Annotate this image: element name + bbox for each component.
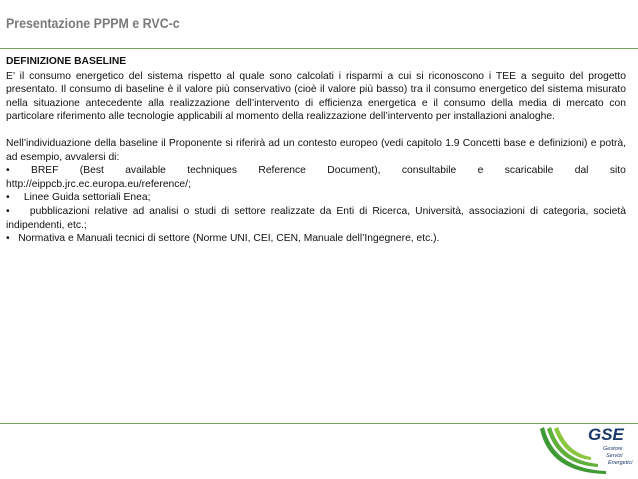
bref-word: sito bbox=[609, 165, 626, 177]
bref-word: dal bbox=[574, 165, 589, 177]
bullet-text: pubblicazioni relative ad analisi o studi di settore realizzate da Enti di Ricerca, Università, associazioni di categoria, società indipendenti, etc.; bbox=[6, 205, 627, 231]
bref-url: http://eippcb.jrc.ec.europa.eu/reference/; bbox=[6, 178, 191, 190]
bref-word: techniques bbox=[187, 165, 238, 177]
bullet-item-bref bbox=[6, 164, 626, 191]
bullet-marker: • bbox=[6, 192, 10, 204]
logo-wordmark: GSE bbox=[588, 425, 624, 444]
bref-word: e bbox=[477, 165, 484, 177]
bref-word: scaricabile bbox=[504, 165, 554, 177]
logo-line2: Servizi bbox=[606, 453, 623, 459]
bullet-item-pubblicazioni bbox=[6, 205, 626, 232]
gse-logo bbox=[536, 421, 636, 477]
bref-word: Document), bbox=[327, 165, 381, 177]
section-heading: DEFINIZIONE BASELINE bbox=[6, 56, 127, 67]
bullet-text: Normativa e Manuali tecnici di settore (Norme UNI, CEI, CEN, Manuale dell’Ingegnere, etc.). bbox=[18, 233, 440, 245]
bullet-marker: • bbox=[6, 165, 10, 177]
bref-word: consultabile bbox=[401, 165, 457, 177]
baseline-sources-intro: Nell’individuazione della baseline il Proponente si riferirà ad un contesto europeo (vedi capitolo 1.9 Concetti base e definizioni) e potrà, ad esempio, avvalersi di: bbox=[6, 137, 626, 163]
bref-word: available bbox=[125, 165, 166, 177]
bref-word: Reference bbox=[258, 165, 306, 177]
bref-word: BREF bbox=[30, 165, 59, 177]
bref-word: (Best bbox=[79, 165, 104, 177]
content-area bbox=[6, 55, 626, 246]
logo-line1: Gestore bbox=[603, 446, 623, 452]
bullet-item-enea bbox=[6, 191, 626, 205]
bullet-text: Linee Guida settoriali Enea; bbox=[23, 192, 151, 204]
bullet-item-normativa bbox=[6, 232, 626, 246]
bref-line bbox=[6, 164, 626, 178]
bullet-marker: • bbox=[6, 233, 10, 245]
logo-line3: Energetici bbox=[608, 460, 633, 466]
slide-title: Presentazione PPPM e RVC-c bbox=[6, 16, 180, 31]
baseline-definition-paragraph: E’ il consumo energetico del sistema rispetto al quale sono calcolati i risparmi a cui si riconoscono i TEE a seguito del progetto presentato. Il consumo di baseline è il valore più conservativo (cioè il valore più basso) tra il consumo energetico del sistema misurato nella situazione antecedente alla realizzazione dell’intervento di efficienza energetica e il consumo della media di mercato con particolare riferimento alle tecnologie applicabili al momento della realizzazione dell’intervento per installazioni analoghe. bbox=[6, 70, 626, 123]
bullet-marker: • bbox=[6, 205, 10, 217]
header-divider bbox=[0, 48, 638, 49]
